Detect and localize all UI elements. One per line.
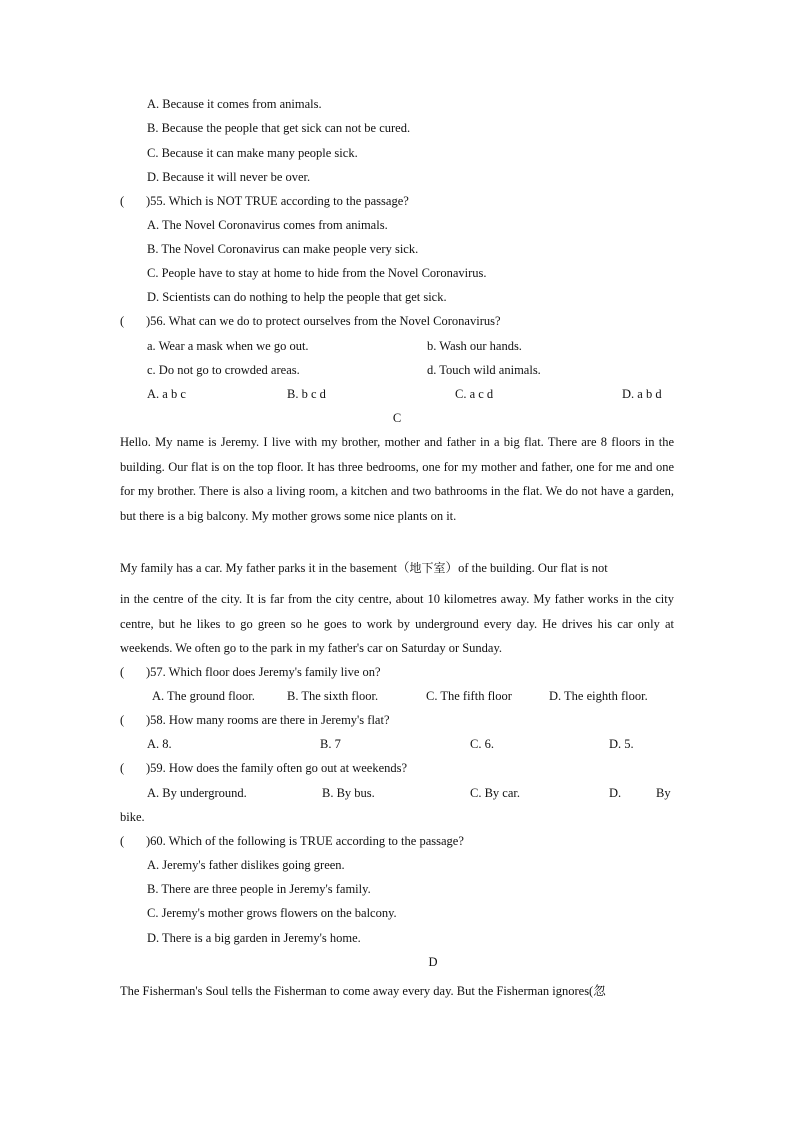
q55-question <box>120 193 409 209</box>
passage-c-paragraph-2-rest: in the centre of the city. It is far from the city centre, about 10 kilometres away. My father works in the city centre, but he likes to go green so he goes to work by underground every day. He drives his car only at weekends. We often go to the park in my father's car on Saturday or Sunday. <box>120 592 674 655</box>
p2-chinese-gloss: 地下室 <box>409 561 446 575</box>
q55-stem: )55. Which is NOT TRUE according to the passage? <box>146 194 409 208</box>
section-heading-c: C <box>392 411 402 425</box>
q56-option-b: B. b c d <box>287 387 326 401</box>
answer-bracket[interactable]: ( <box>120 314 125 328</box>
q54-option-b: B. Because the people that get sick can not be cured. <box>147 121 411 135</box>
q55-option-b: B. The Novel Coronavirus can make people very sick. <box>147 242 419 256</box>
q55-option-a: A. The Novel Coronavirus comes from animals. <box>147 218 388 232</box>
q60-option-c: C. Jeremy's mother grows flowers on the balcony. <box>147 906 397 920</box>
q58-option-a: A. 8. <box>147 737 172 751</box>
q56-item-b: b. Wash our hands. <box>427 339 522 353</box>
p2-paren-close: ） <box>445 561 459 575</box>
answer-bracket[interactable]: ( <box>120 665 125 679</box>
passage-d-line-1: The Fisherman's Soul tells the Fisherman to come away every day. But the Fisherman ignores(忽 <box>120 984 606 998</box>
p2-text-b: of the building. Our flat is not <box>458 561 608 575</box>
q59-option-a: A. By underground. <box>147 786 247 800</box>
q56-question <box>120 313 501 329</box>
q59-option-d: D. <box>609 786 622 800</box>
q56-item-c: c. Do not go to crowded areas. <box>147 363 300 377</box>
q55-option-c: C. People have to stay at home to hide from the Novel Coronavirus. <box>147 266 487 280</box>
q59-option-b: B. By bus. <box>322 786 375 800</box>
q56-option-d: D. a b d <box>622 387 662 401</box>
q58-option-b: B. 7 <box>320 737 341 751</box>
q60-option-b: B. There are three people in Jeremy's family. <box>147 882 371 896</box>
q54-option-c: C. Because it can make many people sick. <box>147 146 358 160</box>
q57-option-d: D. The eighth floor. <box>549 689 648 703</box>
q55-option-d: D. Scientists can do nothing to help the people that get sick. <box>147 290 447 304</box>
q58-question <box>120 712 390 728</box>
q54-option-d: D. Because it will never be over. <box>147 170 311 184</box>
p2-paren-open: （ <box>397 561 410 575</box>
q60-option-a: A. Jeremy's father dislikes going green. <box>147 858 345 872</box>
answer-bracket[interactable]: ( <box>120 713 125 727</box>
q56-option-a: A. a b c <box>147 387 186 401</box>
q60-stem: )60. Which of the following is TRUE according to the passage? <box>146 834 464 848</box>
q57-option-a: A. The ground floor. <box>152 689 255 703</box>
passage-c-paragraph-1: Hello. My name is Jeremy. I live with my brother, mother and father in a big flat. There are 8 floors in the building. Our flat is on the top floor. It has three bedrooms, one for my mother and father, one for me and one for my brother. There is also a living room, a kitchen and two bathrooms in the flat. We do not have a garden, but there is a big balcony. My mother grows some nice plants on it. <box>120 435 674 523</box>
q54-option-a: A. Because it comes from animals. <box>147 97 322 111</box>
q56-option-c: C. a c d <box>455 387 494 401</box>
q59-stem: )59. How does the family often go out at weekends? <box>146 761 408 775</box>
q58-stem: )58. How many rooms are there in Jeremy's flat? <box>146 713 390 727</box>
q56-item-d: d. Touch wild animals. <box>427 363 541 377</box>
answer-bracket[interactable]: ( <box>120 194 125 208</box>
q59-question <box>120 760 407 776</box>
q59-option-d-text: By <box>656 786 671 800</box>
section-heading-d: D <box>428 955 438 969</box>
q59-option-d-wrap: bike. <box>120 810 145 824</box>
p2-text-a: My family has a car. My father parks it in the basement <box>120 561 398 575</box>
q57-stem: )57. Which floor does Jeremy's family live on? <box>146 665 381 679</box>
q60-option-d: D. There is a big garden in Jeremy's home. <box>147 931 361 945</box>
answer-bracket[interactable]: ( <box>120 834 125 848</box>
q57-option-c: C. The fifth floor <box>426 689 512 703</box>
passage-c-paragraph-2-line-1 <box>120 560 674 576</box>
q58-option-c: C. 6. <box>470 737 494 751</box>
q57-option-b: B. The sixth floor. <box>287 689 379 703</box>
answer-bracket[interactable]: ( <box>120 761 125 775</box>
q57-question <box>120 664 381 680</box>
q56-item-a: a. Wear a mask when we go out. <box>147 339 309 353</box>
q60-question <box>120 833 464 849</box>
q56-stem: )56. What can we do to protect ourselves from the Novel Coronavirus? <box>146 314 501 328</box>
q59-option-c: C. By car. <box>470 786 520 800</box>
q58-option-d: D. 5. <box>609 737 634 751</box>
